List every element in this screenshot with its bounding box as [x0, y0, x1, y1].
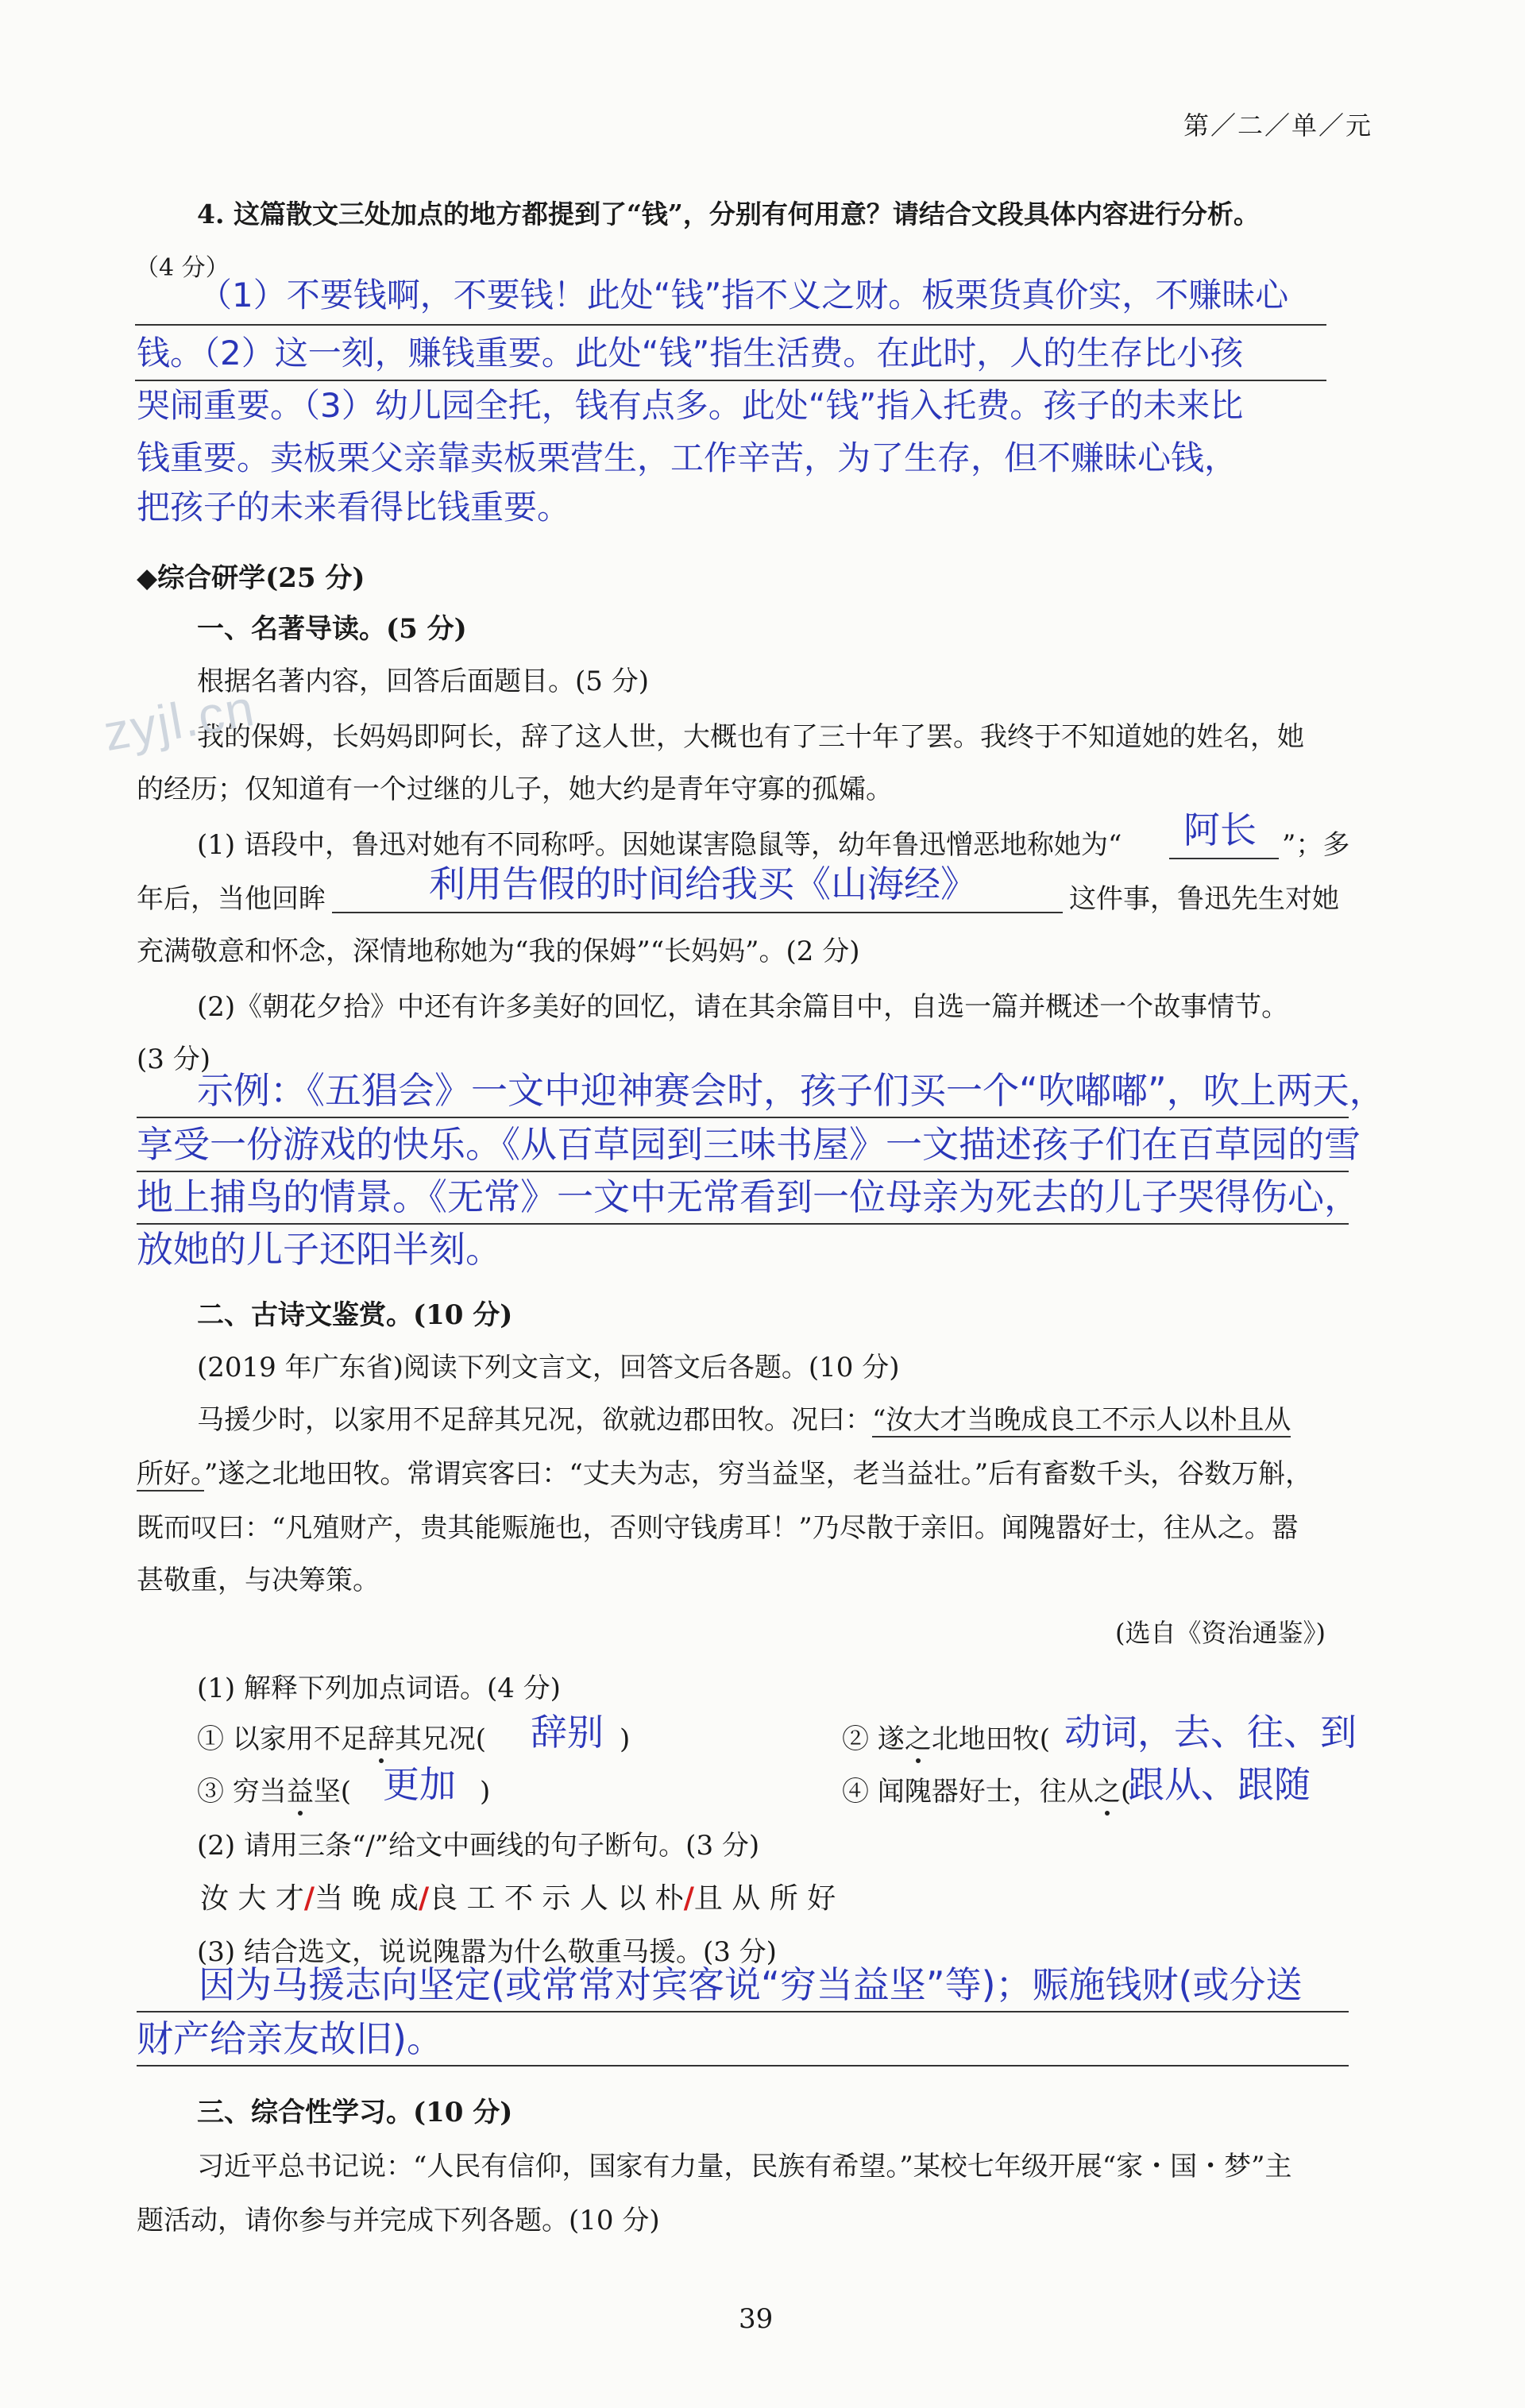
part1-sub1-e: 充满敬意和怀念，深情地称她为“我的保姆”“长妈妈”。(2 分) [137, 936, 860, 967]
item4-answer: 跟从、跟随 [1128, 1763, 1311, 1806]
answer-rule [137, 1171, 1349, 1172]
part1-title: 一、名著导读。(5 分) [197, 613, 467, 645]
slash-mark: / [683, 1881, 694, 1915]
part1-sub1-c: 年后，当他回眸 [137, 883, 326, 915]
part2-text-2b: ”遂之北地田牧。常谓宾客曰：“丈夫为志，穷当益坚，老当益壮。”后有畜数千头，谷数万斛， [204, 1458, 1313, 1490]
part2-text-2 [137, 1458, 1312, 1490]
dotted-word: 之 [904, 1723, 932, 1755]
part2-sub3-answer-line-2: 财产给亲友故旧)。 [137, 2017, 443, 2060]
unit-header: 第／二／单／元 [1183, 110, 1373, 141]
sentence-segment: 且 从 所 好 [693, 1882, 836, 1915]
part2-text-3: 既而叹曰：“凡殖财产，贵其能赈施也，否则守钱虏耳！”乃尽散于亲旧。闻隗嚣好士，往从之。嚣 [137, 1512, 1299, 1544]
slash-mark: / [418, 1881, 430, 1915]
part1-sub2-points: (3 分) [137, 1044, 210, 1075]
item-text: ① 以家用不足 [197, 1723, 368, 1755]
answer-rule [137, 2011, 1349, 2012]
part1-sub1-b: ”；多 [1282, 829, 1350, 861]
part1-sub1-answer-b: 利用告假的时间给我买《山海经》 [429, 862, 977, 905]
sentence-segment: 当 晚 成 [315, 1882, 419, 1915]
part2-item-2 [842, 1723, 1050, 1755]
dotted-word: 辞 [367, 1723, 395, 1755]
part2-sub1: (1) 解释下列加点词语。(4 分) [197, 1673, 561, 1704]
part3-title: 三、综合性学习。(10 分) [197, 2097, 513, 2128]
q4-answer-line-5: 把孩子的未来看得比钱重要。 [137, 488, 571, 527]
item-text: ( [1120, 1776, 1132, 1808]
q4-points: （4 分） [135, 254, 230, 282]
item1-answer: 辞别 [531, 1711, 604, 1754]
item1-close: ) [620, 1723, 631, 1755]
answer-rule [135, 380, 1326, 381]
item-text: 坚( [313, 1776, 352, 1808]
blank-line [1169, 858, 1279, 859]
part1-sub2-answer-line-4: 放她的儿子还阳半刻。 [137, 1228, 502, 1271]
part2-sub2: (2) 请用三条“/”给文中画线的句子断句。(3 分) [197, 1830, 760, 1862]
part2-text-1a: 马援少时，以家用不足辞其兄况，欲就边郡田牧。况曰： [197, 1404, 872, 1436]
part2-item-1 [197, 1723, 486, 1755]
part2-source: (选自《资治通鉴》) [1115, 1618, 1326, 1648]
part1-sub1-d: 这件事，鲁迅先生对她 [1069, 883, 1339, 915]
answer-rule [137, 1223, 1349, 1225]
part3-text-2: 题活动，请你参与并完成下列各题。(10 分) [137, 2205, 660, 2236]
part2-item-4 [842, 1776, 1131, 1808]
part2-sub3-answer-line-1: 因为马援志向坚定(或常常对宾客说“穷当益坚”等)；赈施钱财(或分送 [199, 1963, 1303, 2006]
item-text: 北地田牧( [931, 1723, 1051, 1755]
sentence-segment: 汝 大 才 [200, 1882, 304, 1915]
dotted-word: 之 [1093, 1776, 1121, 1808]
segmented-sentence [200, 1882, 836, 1915]
part1-sub2-answer-line-3: 地上捕鸟的情景。《无常》一文中无常看到一位母亲为死去的儿子哭得伤心， [137, 1175, 1361, 1218]
item-text: ② 遂 [842, 1723, 905, 1755]
underlined-sentence: “汝大才当晚成良工不示人以朴且从 [872, 1404, 1291, 1436]
part2-title: 二、古诗文鉴赏。(10 分) [197, 1299, 513, 1331]
part1-intro: 根据名著内容，回答后面题目。(5 分) [197, 666, 649, 697]
answer-rule [137, 1117, 1349, 1118]
item-text: ③ 穷当 [197, 1776, 287, 1808]
q4-answer-line-1: （1）不要钱啊，不要钱！此处“钱”指不义之财。板栗货真价实，不赚昧心 [199, 276, 1289, 315]
part1-passage-1: 我的保姆，长妈妈即阿长，辞了这人世，大概也有了三十年了罢。我终于不知道她的姓名，她 [197, 721, 1304, 753]
part2-text-4: 甚敬重，与决筹策。 [137, 1565, 380, 1596]
part1-sub2-answer-line-2: 享受一份游戏的快乐。《从百草园到三味书屋》一文描述孩子们在百草园的雪 [137, 1123, 1361, 1166]
part1-sub1-a: (1) 语段中，鲁迅对她有不同称呼。因她谋害隐鼠等，幼年鲁迅憎恶地称她为“ [197, 829, 1122, 861]
blank-line [332, 912, 1063, 913]
slash-mark: / [303, 1881, 315, 1915]
item-text: 其兄况( [394, 1723, 487, 1755]
part2-item-3 [197, 1776, 351, 1808]
part2-sub3: (3) 结合选文，说说隗嚣为什么敬重马援。(3 分) [197, 1936, 777, 1968]
q4-answer-line-2: 钱。（2）这一刻，赚钱重要。此处“钱”指生活费。在此时，人的生存比小孩 [137, 334, 1244, 372]
part3-text-1: 习近平总书记说：“人民有信仰，国家有力量，民族有希望。”某校七年级开展“家・国・梦”主 [197, 2151, 1292, 2182]
part1-sub2: (2)《朝花夕拾》中还有许多美好的回忆，请在其余篇目中，自选一篇并概述一个故事情节。 [197, 991, 1289, 1023]
part1-sub1-answer-a: 阿长 [1183, 808, 1257, 851]
item3-close: ) [480, 1776, 491, 1808]
dotted-word: 益 [286, 1776, 314, 1808]
answer-rule [137, 2065, 1349, 2066]
sentence-segment: 良 工 不 示 人 以 朴 [429, 1882, 684, 1915]
page-number: 39 [739, 2303, 774, 2335]
q4-answer-line-3: 哭闹重要。（3）幼儿园全托，钱有点多。此处“钱”指入托费。孩子的未来比 [137, 386, 1244, 425]
q4-answer-line-4: 钱重要。卖板栗父亲靠卖板栗营生，工作辛苦，为了生存，但不赚昧心钱， [137, 438, 1238, 477]
part2-text-1 [197, 1404, 1291, 1436]
item3-answer: 更加 [383, 1763, 456, 1806]
section-title: ◆综合研学(25 分) [137, 562, 365, 594]
part2-intro: (2019 年广东省)阅读下列文言文，回答文后各题。(10 分) [197, 1352, 900, 1383]
watermark-logo: zyjl.cn [99, 678, 260, 762]
part1-passage-2: 的经历；仅知道有一个过继的儿子，她大约是青年守寡的孤孀。 [137, 774, 893, 805]
q4-question: 4. 这篇散文三处加点的地方都提到了“钱”，分别有何用意？请结合文段具体内容进行分析。 [197, 199, 1260, 230]
answer-rule [135, 324, 1326, 326]
part1-sub2-answer-line-1: 示例：《五猖会》一文中迎神赛会时，孩子们买一个“吹嘟嘟”，吹上两天， [197, 1069, 1386, 1112]
item-text: ④ 闻隗器好士，往从 [842, 1776, 1094, 1808]
underlined-sentence-end: 所好。 [137, 1458, 204, 1490]
item2-answer: 动词，去、往、到 [1064, 1711, 1357, 1754]
